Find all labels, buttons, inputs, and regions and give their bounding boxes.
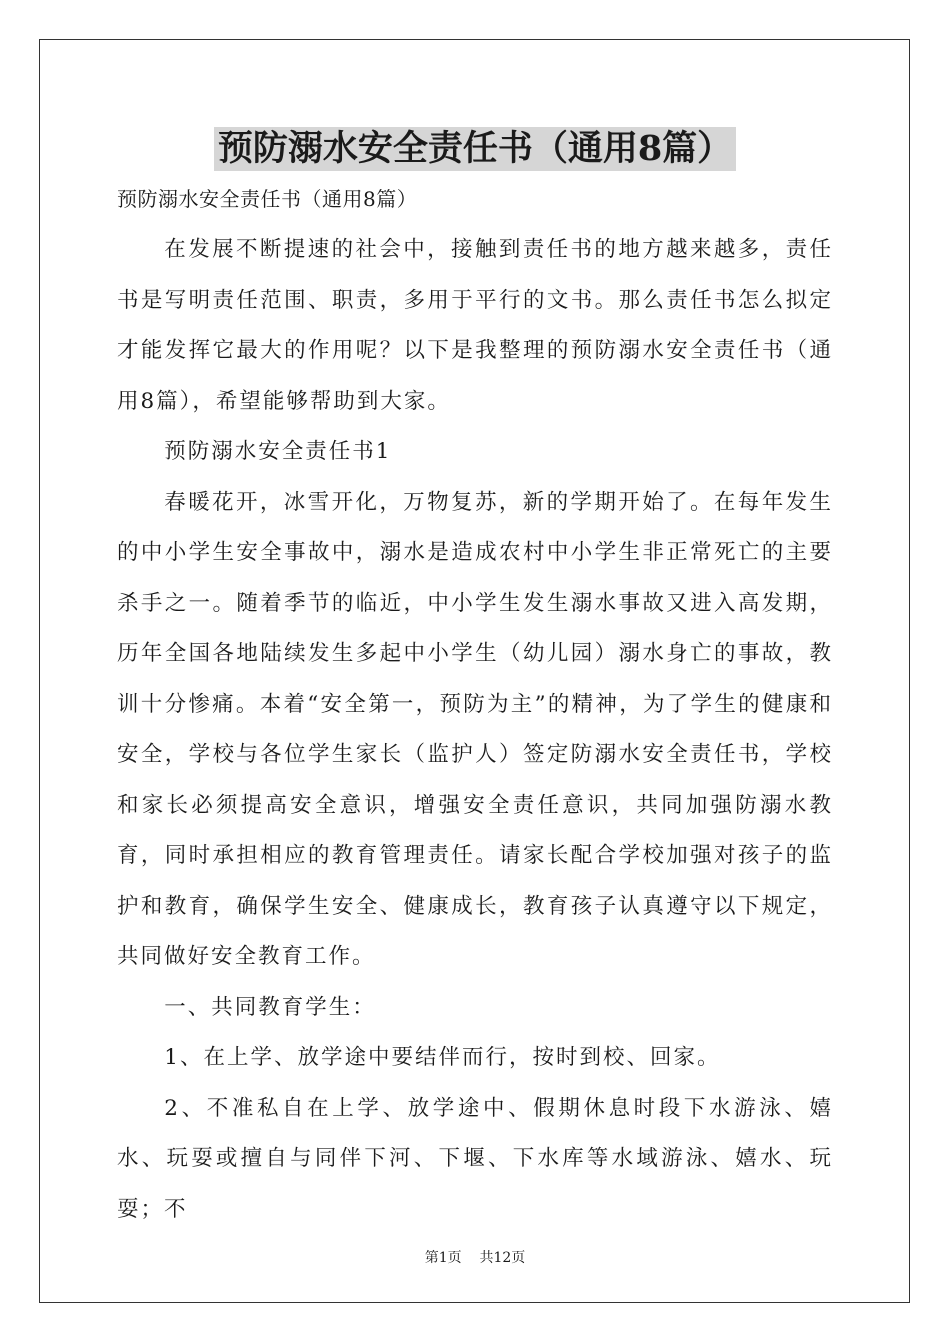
section-heading: 预防溺水安全责任书1 xyxy=(164,439,392,464)
paragraph-intro: 在发展不断提速的社会中，接触到责任书的地方越来越多，责任书是写明责任范围、职责，多用于平行的文书。那么责任书怎么拟定才能发挥它最大的作用呢？以下是我整理的预防溺水安全责任书（通用8篇），希望能够帮助到大家。 xyxy=(117,237,833,414)
list-item: 1、在上学、放学途中要结伴而行，按时到校、回家。 xyxy=(164,1045,721,1070)
list-heading: 一、共同教育学生： xyxy=(164,994,376,1020)
document-body xyxy=(117,176,833,1235)
document-title: 预防溺水安全责任书（通用8篇） xyxy=(214,127,736,171)
document-subtitle: 预防溺水安全责任书（通用8篇） xyxy=(117,187,418,211)
list-item: 2、不准私自在上学、放学途中、假期休息时段下水游泳、嬉水、玩耍或擅自与同伴下河、下堰、下水库等水域游泳、嬉水、玩耍；不 xyxy=(117,1095,833,1222)
page-number-footer: 第1页 共12页 xyxy=(424,1250,526,1266)
title-container xyxy=(0,127,950,171)
paragraph-body: 春暖花开，冰雪开化，万物复苏，新的学期开始了。在每年发生的中小学生安全事故中，溺水是造成农村中小学生非正常死亡的主要杀手之一。随着季节的临近，中小学生发生溺水事故又进入高发期，历年全国各地陆续发生多起中小学生（幼儿园）溺水身亡的事故，教训十分惨痛。本着“安全第一，预防为主”的精神，为了学生的健康和安全，学校与各位学生家长（监护人）签定防溺水安全责任书，学校和家长必须提高安全意识，增强安全责任意识，共同加强防溺水教育，同时承担相应的教育管理责任。请家长配合学校加强对孩子的监护和教育，确保学生安全、健康成长，教育孩子认真遵守以下规定，共同做好安全教育工作。 xyxy=(117,489,833,969)
